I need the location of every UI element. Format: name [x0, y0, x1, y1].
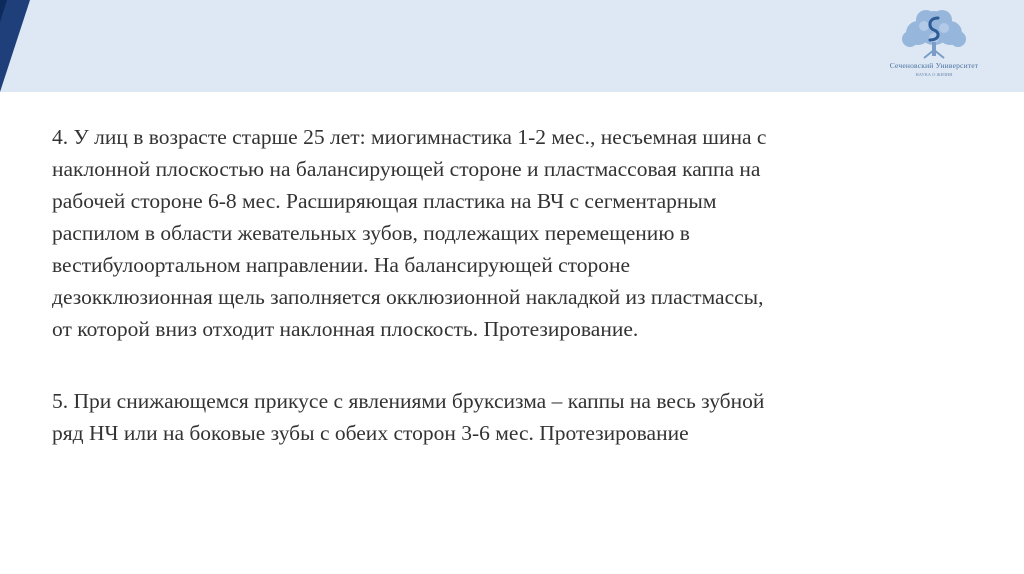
logo-university-name: Сеченовский Университет — [889, 61, 979, 70]
university-logo — [880, 6, 988, 86]
tree-icon — [880, 6, 988, 62]
left-accent-stripe — [0, 0, 30, 92]
logo-tagline: НАУКА О ЖИЗНИ — [915, 72, 953, 77]
header-band — [0, 0, 1024, 92]
paragraph-4: 4. У лиц в возрасте старше 25 лет: миогимнастика 1-2 мес., несъемная шина с наклонной плоскостью на балансирующей стороне и пластмассовая каппа на рабочей стороне 6-8 мес. Расширяющая пластика на ВЧ с сегментарным распилом в области жевательных зубов, подлежащих перемещению в вестибулоортальном направлении. На балансирующей стороне дезокклюзионная щель заполняется окклюзионной накладкой из пластмассы, от которой вниз отходит наклонная плоскость. Протезирование. — [52, 125, 767, 341]
slide-content — [52, 121, 982, 449]
paragraph-5: 5. При снижающемся прикусе с явлениями бруксизма – каппы на весь зубной ряд НЧ или на боковые зубы с обеих сторон 3-6 мес. Протезирование — [52, 389, 765, 445]
